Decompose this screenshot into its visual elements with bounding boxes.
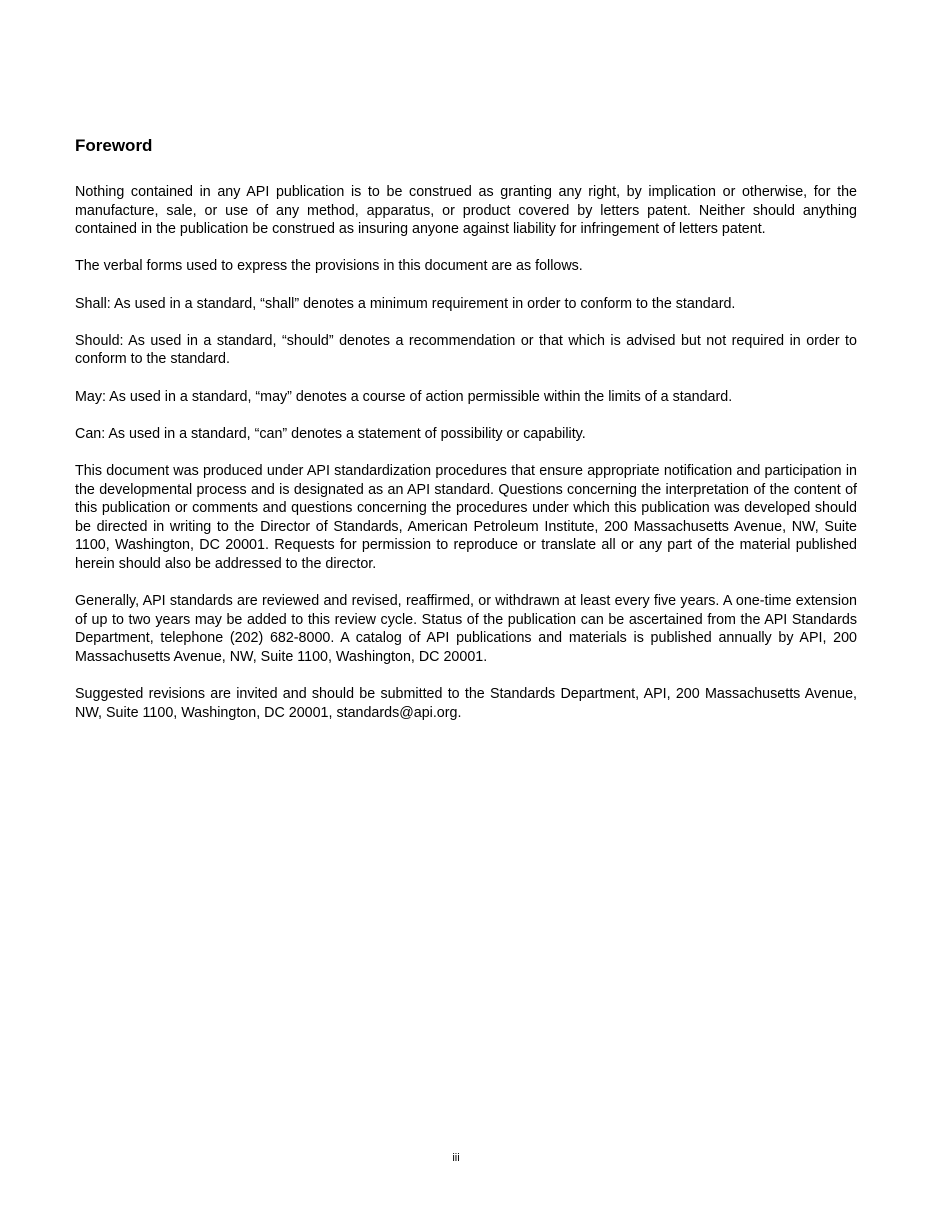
paragraph-should-definition: Should: As used in a standard, “should” denotes a recommendation or that which is advised but not required in order to conform to the standard. bbox=[75, 332, 857, 368]
page-title: Foreword bbox=[75, 136, 153, 155]
paragraph-patent-notice: Nothing contained in any API publication is to be construed as granting any right, by implication or otherwise, for the manufacture, sale, or use of any method, apparatus, or product covered by letters patent. Neither should anything contained in the publication be construed as insuring anyone against liability for infringement of letters patent. bbox=[75, 184, 857, 238]
paragraph-standardization-procedures: This document was produced under API standardization procedures that ensure appropriate notification and participation in the developmental process and is designated as an API standard. Questions concerning the interpretation of the content of this publication or comments and questions concerning the procedures under which this publication was developed should be directed in writing to the Director of Standards, American Petroleum Institute, 200 Massachusetts Avenue, NW, Suite 1100, Washington, DC 20001. Requests for permission to reproduce or translate all or any part of the material published herein should also be addressed to the director. bbox=[75, 462, 857, 572]
page-content bbox=[75, 135, 857, 741]
paragraph-can-definition: Can: As used in a standard, “can” denotes a statement of possibility or capability. bbox=[75, 425, 586, 442]
paragraph-suggested-revisions: Suggested revisions are invited and should be submitted to the Standards Department, API, 200 Massachusetts Avenue, NW, Suite 1100, Washington, DC 20001, standards@api.org. bbox=[75, 686, 857, 721]
paragraph-verbal-forms: The verbal forms used to express the provisions in this document are as follows. bbox=[75, 258, 583, 275]
paragraph-review-cycle: Generally, API standards are reviewed and revised, reaffirmed, or withdrawn at least every five years. A one-time extension of up to two years may be added to this review cycle. Status of the publication can be ascertained from the API Standards Department, telephone (202) 682-8000. A catalog of API publications and materials is published annually by API, 200 Massachusetts Avenue, NW, Suite 1100, Washington, DC 20001. bbox=[75, 593, 857, 665]
paragraph-may-definition: May: As used in a standard, “may” denotes a course of action permissible within the limits of a standard. bbox=[75, 388, 733, 405]
page-number: iii bbox=[452, 1152, 460, 1164]
paragraph-shall-definition: Shall: As used in a standard, “shall” denotes a minimum requirement in order to conform to the standard. bbox=[75, 295, 736, 312]
